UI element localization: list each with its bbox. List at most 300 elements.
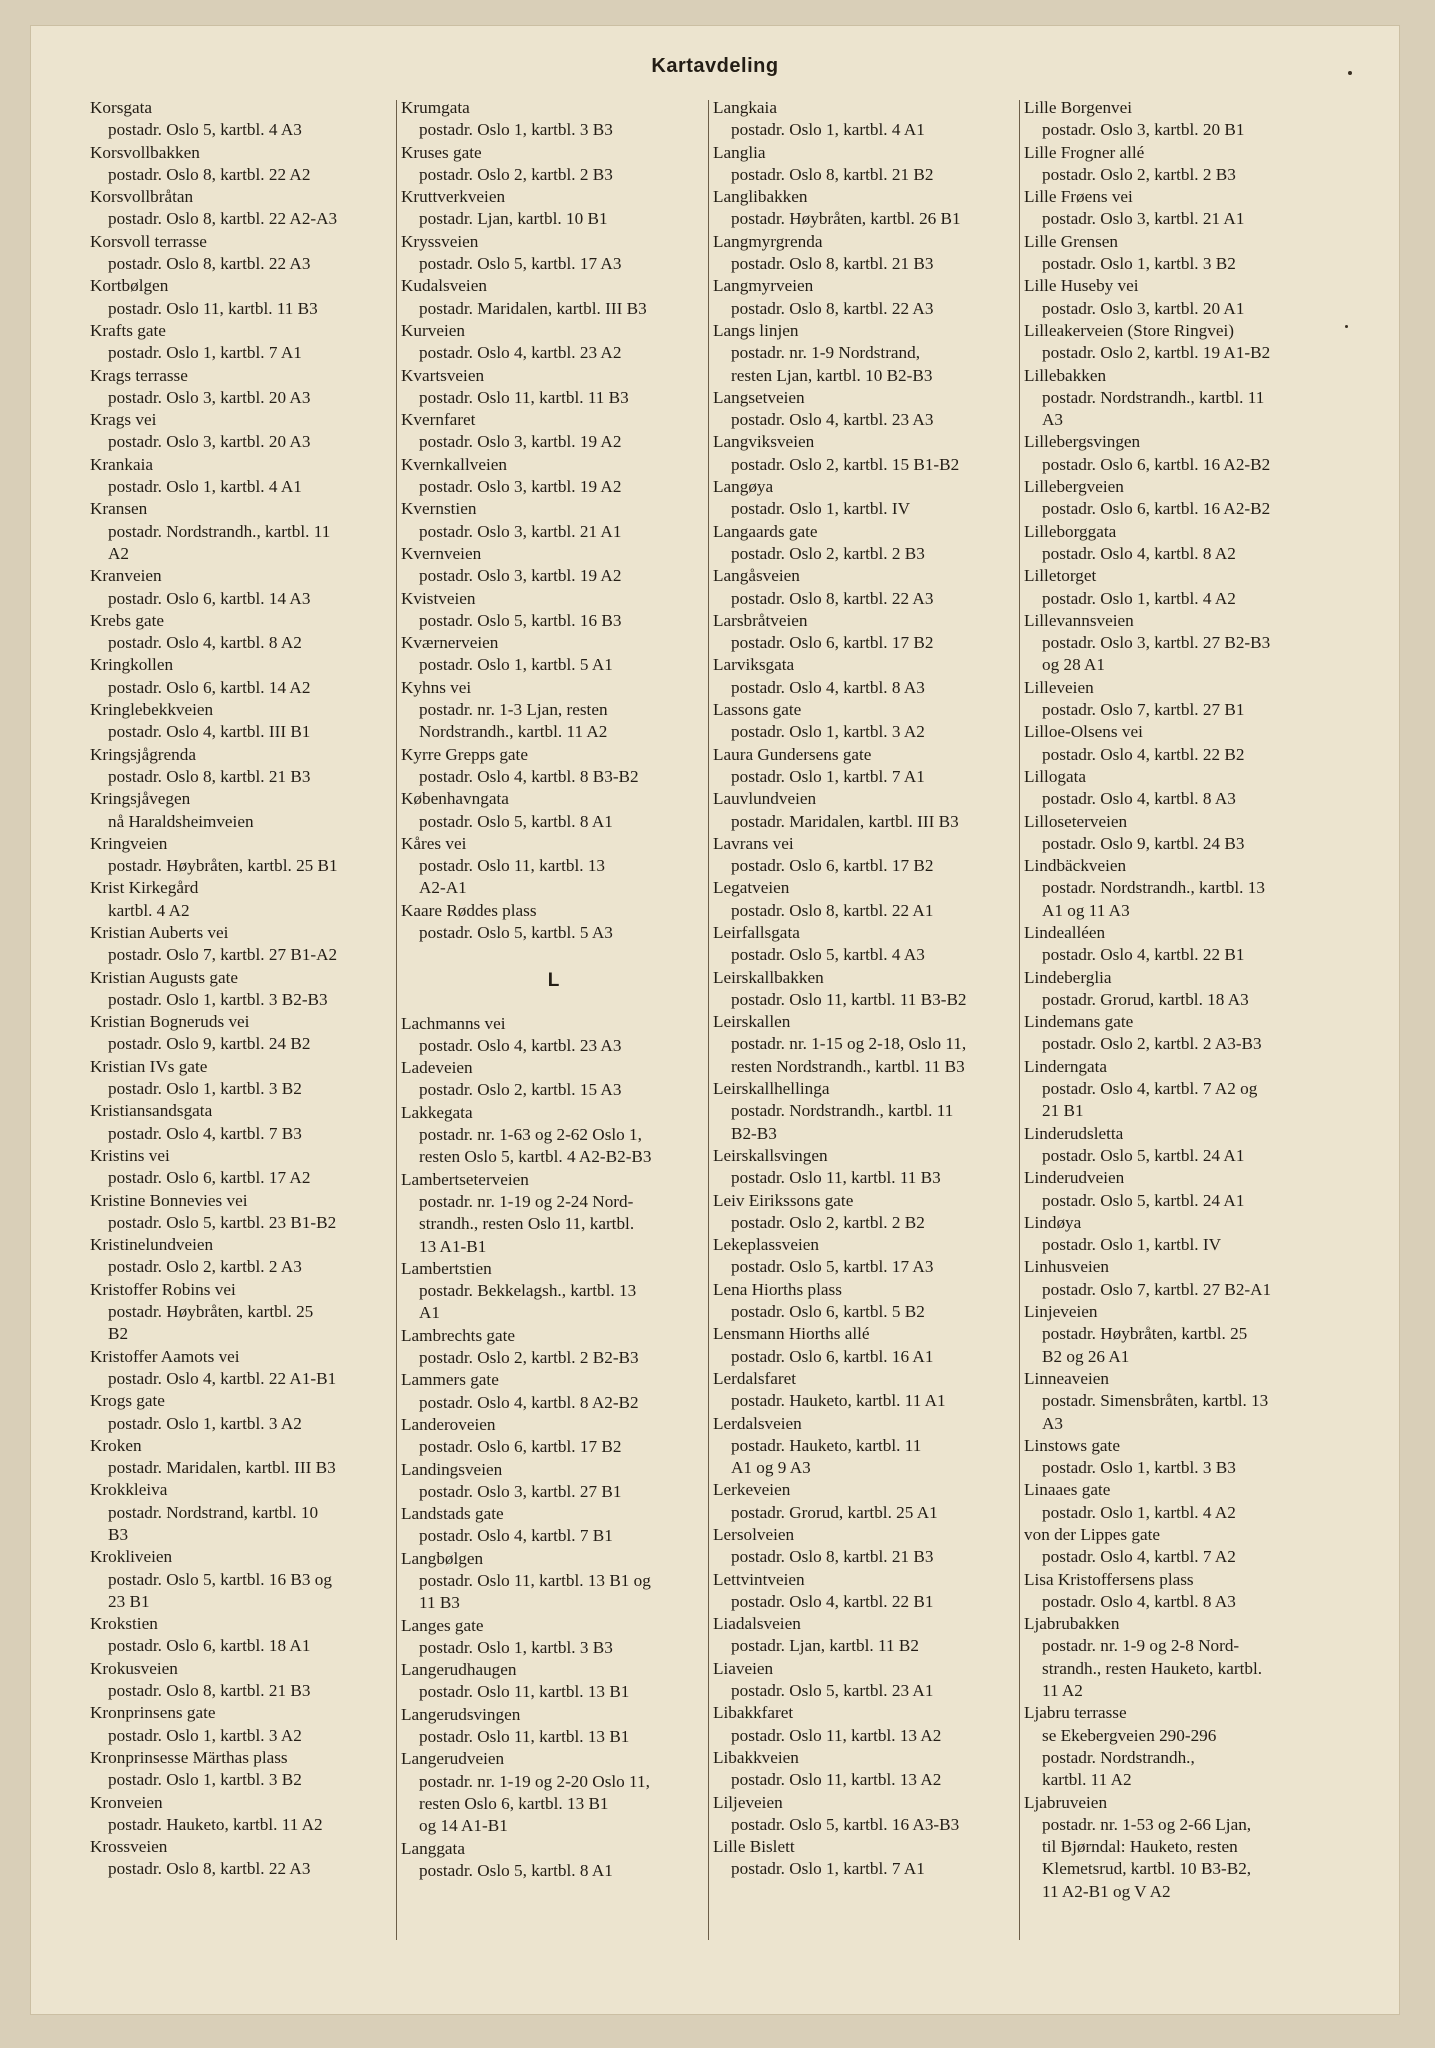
street-address-line: postadr. Oslo 11, kartbl. 13 A2 [731,1770,942,1790]
street-entry [90,1658,390,1703]
street-entry [713,431,1019,476]
street-entry [1024,1435,1342,1480]
street-name: Krankaia [90,454,153,474]
street-entry [401,1258,706,1325]
street-address-line: postadr. Oslo 9, kartbl. 24 B3 [1042,833,1245,853]
street-address-line: B2 [108,1324,129,1344]
street-entry [90,1836,390,1881]
street-entry [90,1234,390,1279]
street-address-line: postadr. nr. 1-3 Ljan, resten [419,700,608,720]
street-entry [713,186,1019,231]
street-address-line: postadr. Oslo 1, kartbl. 3 B3 [1042,1458,1236,1478]
street-entry [1024,1056,1342,1123]
street-address-line: postadr. Oslo 6, kartbl. 14 A2 [108,677,311,697]
street-name: Langlia [713,142,766,162]
street-entry [401,588,706,633]
street-address-line: postadr. Oslo 6, kartbl. 16 A2-B2 [1042,454,1271,474]
street-address-line: postadr. Høybråten, kartbl. 25 [108,1302,314,1322]
street-address-line: postadr. Oslo 8, kartbl. 22 A1 [731,900,934,920]
street-address-line: resten Ljan, kartbl. 10 B2-B3 [731,365,933,385]
street-address-line: postadr. Maridalen, kartbl. III B3 [108,1458,336,1478]
street-name: Kvistveien [401,588,476,608]
street-address-line: postadr. Oslo 3, kartbl. 21 A1 [1042,209,1245,229]
street-entry [90,610,390,655]
street-entry [90,922,390,967]
street-entry [90,788,390,833]
street-address-line: postadr. Oslo 1, kartbl. 3 B2 [1042,254,1236,274]
street-name: Korsvoll terrasse [90,231,207,251]
street-address-line: postadr. Oslo 4, kartbl. 8 A3 [1042,1591,1236,1611]
street-name: Kristiansandsgata [90,1101,213,1121]
street-name: Kringveien [90,833,168,853]
street-name: Linneaveien [1024,1368,1109,1388]
street-address-line: postadr. nr. 1-19 og 2-24 Nord- [419,1191,634,1211]
street-entry [713,833,1019,878]
street-name: Kristoffer Robins vei [90,1279,236,1299]
street-address-line: postadr. Oslo 8, kartbl. 21 B3 [731,1547,934,1567]
street-address-line: postadr. Oslo 3, kartbl. 20 A3 [108,387,311,407]
street-name: Lindeberglia [1024,967,1112,987]
street-entry [1024,320,1342,365]
street-name: Lilleborggata [1024,521,1117,541]
street-name: Langmyrveien [713,276,814,296]
street-name: Krags vei [90,410,157,430]
street-entry [90,565,390,610]
street-entry [1024,521,1342,566]
street-name: Leirskallbakken [713,967,824,987]
street-name: Langlibakken [713,187,808,207]
street-address-line: A1 og 11 A3 [1042,900,1130,920]
street-address-line: 11 A2 [1042,1681,1083,1701]
street-entry [90,409,390,454]
street-name: Langgata [401,1838,465,1858]
street-entry [90,744,390,789]
street-entry [713,387,1019,432]
street-entry [713,654,1019,699]
street-name: Linderngata [1024,1056,1108,1076]
street-entry [90,654,390,699]
street-address-line: postadr. Oslo 4, kartbl. III B1 [108,722,311,742]
street-entry [90,1479,390,1546]
street-name: Lettvintveien [713,1569,805,1589]
street-address-line: postadr. nr. 1-53 og 2-66 Ljan, [1042,1814,1252,1834]
street-entry [401,1325,706,1370]
street-address-line: postadr. Oslo 6, kartbl. 18 A1 [108,1636,311,1656]
street-name: Langs linjen [713,320,799,340]
street-address-line: A1 og 9 A3 [731,1458,811,1478]
street-entry [1024,97,1342,142]
street-name: Linderudveien [1024,1168,1125,1188]
street-name: Kvernveien [401,543,482,563]
street-address-line: A3 [1042,410,1064,430]
street-entry [401,365,706,410]
street-address-line: postadr. Oslo 5, kartbl. 16 B3 og [108,1569,332,1589]
street-name: Kvernstien [401,499,477,519]
street-name: Københavngata [401,789,509,809]
street-address-line: 11 A2-B1 og V A2 [1042,1881,1171,1901]
street-entry [401,1414,706,1459]
street-address-line: Nordstrandh., kartbl. 11 A2 [419,722,608,742]
street-address-line: Klemetsrud, kartbl. 10 B3-B2, [1042,1859,1252,1879]
street-address-line: postadr. Oslo 5, kartbl. 16 B3 [419,610,622,630]
street-entry [713,1190,1019,1235]
street-name: Kristian Augusts gate [90,967,238,987]
street-name: Krebs gate [90,610,164,630]
street-name: Kristins vei [90,1145,170,1165]
street-address-line: postadr. Oslo 5, kartbl. 4 A3 [108,120,302,140]
street-entry [713,565,1019,610]
street-name: Korsgata [90,98,153,117]
street-name: Lerdalsveien [713,1413,802,1433]
street-address-line: postadr. Oslo 2, kartbl. 2 A3 [108,1257,302,1277]
street-entry [90,320,390,365]
street-name: Lensmann Hiorths allé [713,1324,870,1344]
street-name: Lassons gate [713,700,802,720]
street-entry [401,409,706,454]
street-address-line: postadr. Oslo 4, kartbl. 22 A1-B1 [108,1368,337,1388]
street-name: Kyrre Grepps gate [401,744,528,764]
street-entry [1024,1301,1342,1368]
street-address-line: postadr. Oslo 5, kartbl. 24 A1 [1042,1145,1245,1165]
street-address-line: postadr. Oslo 3, kartbl. 21 A1 [419,521,622,541]
street-entry [1024,811,1342,856]
street-address-line: postadr. Oslo 2, kartbl. 2 B3 [731,543,925,563]
street-entry [1024,1524,1342,1569]
street-entry [401,186,706,231]
street-name: Kruses gate [401,142,482,162]
street-address-line: 21 B1 [1042,1101,1084,1121]
street-entry [713,1702,1019,1747]
street-entry [1024,275,1342,320]
street-address-line: postadr. Oslo 8, kartbl. 21 B3 [108,1681,311,1701]
street-address-line: postadr. Oslo 8, kartbl. 21 B3 [108,766,311,786]
street-address-line: postadr. Oslo 3, kartbl. 19 A2 [419,432,622,452]
street-entry [1024,721,1342,766]
street-address-line: nå Haraldsheimveien [108,811,254,831]
street-address-line: postadr. Nordstrandh., kartbl. 11 [731,1101,954,1121]
street-address-line: A2-A1 [419,878,467,898]
street-name: Linhusveien [1024,1257,1109,1277]
street-name: Lilloseterveien [1024,811,1128,831]
street-entry [90,1011,390,1056]
street-name: Langbølgen [401,1548,484,1568]
street-name: Leirskallhellinga [713,1079,830,1099]
street-address-line: postadr. Oslo 8, kartbl. 22 A3 [731,298,934,318]
street-address-line: 23 B1 [108,1591,150,1611]
street-name: Ljabrubakken [1024,1614,1120,1634]
street-entry [90,97,390,142]
street-entry [1024,766,1342,811]
street-address-line: kartbl. 11 A2 [1042,1770,1132,1790]
street-address-line: postadr. Oslo 2, kartbl. 2 B3 [419,164,613,184]
street-address-line: A3 [1042,1413,1064,1433]
street-name: Langåsveien [713,566,800,586]
street-address-line: postadr. Oslo 1, kartbl. 3 A2 [731,722,925,742]
street-address-line: postadr. Oslo 3, kartbl. 20 A3 [108,432,311,452]
street-name: Legatveien [713,878,790,898]
street-name: Landstads gate [401,1504,504,1524]
street-address-line: 11 B3 [419,1593,460,1613]
street-name: Kyhns vei [401,677,472,697]
street-name: Lille Huseby vei [1024,276,1139,296]
street-name: Libakkfaret [713,1703,794,1723]
street-entry [90,1613,390,1658]
street-name: Liadalsveien [713,1614,801,1634]
street-address-line: B3 [108,1525,129,1544]
street-address-line: postadr. Oslo 8, kartbl. 22 A2-A3 [108,209,338,229]
street-name: Korsvollbakken [90,142,200,162]
street-name: Lillebergveien [1024,477,1124,497]
street-entry [713,275,1019,320]
street-entry [1024,565,1342,610]
street-entry [713,610,1019,655]
street-name: Kristinelundveien [90,1235,214,1255]
street-name: Landingsveien [401,1459,503,1479]
street-name: Langsetveien [713,387,805,407]
street-address-line: postadr. Oslo 4, kartbl. 8 A2 [108,633,302,653]
street-name: Lillebakken [1024,365,1107,385]
street-address-line: postadr. Oslo 6, kartbl. 16 A1 [731,1346,934,1366]
street-address-line: postadr. Oslo 6, kartbl. 17 B2 [731,633,934,653]
print-speck [1345,325,1348,328]
street-name: Kristian Bogneruds vei [90,1012,250,1032]
street-entry [401,142,706,187]
street-name: Ljabru terrasse [1024,1703,1127,1723]
street-entry [90,833,390,878]
street-address-line: postadr. Oslo 6, kartbl. 17 A2 [108,1168,311,1188]
street-entry [1024,1569,1342,1614]
street-address-line: postadr. Oslo 3, kartbl. 20 B1 [1042,120,1245,140]
street-address-line: postadr. Oslo 1, kartbl. 3 A2 [108,1413,302,1433]
street-address-line: postadr. Oslo 4, kartbl. 8 B3-B2 [419,766,639,786]
street-address-line: resten Oslo 5, kartbl. 4 A2-B2-B3 [419,1147,652,1167]
street-name: Kronveien [90,1792,163,1812]
street-entry [90,498,390,565]
street-entry [713,476,1019,521]
street-name: Kaare Røddes plass [401,900,537,920]
street-address-line: kartbl. 4 A2 [108,900,190,920]
street-name: Lerdalsfaret [713,1368,797,1388]
street-address-line: strandh., resten Oslo 11, kartbl. [419,1214,635,1234]
street-address-line: postadr. Maridalen, kartbl. III B3 [731,811,959,831]
street-name: Korsvollbråtan [90,187,194,207]
street-name: von der Lippes gate [1024,1525,1161,1544]
street-address-line: postadr. Maridalen, kartbl. III B3 [419,298,647,318]
street-entry [713,744,1019,789]
street-entry [713,1524,1019,1569]
street-name: Lavrans vei [713,833,794,853]
street-entry [713,521,1019,566]
street-name: Lammers gate [401,1370,499,1390]
street-name: Kringlebekkveien [90,700,214,720]
street-name: Lille Grensen [1024,231,1119,251]
street-address-line: se Ekebergveien 290-296 [1042,1725,1217,1745]
street-address-line: B2 og 26 A1 [1042,1346,1130,1366]
street-address-line: postadr. Oslo 5, kartbl. 23 B1-B2 [108,1212,337,1232]
street-name: Lersolveien [713,1525,795,1544]
street-address-line: postadr. Oslo 1, kartbl. 3 A2 [108,1725,302,1745]
street-address-line: postadr. Høybråten, kartbl. 26 B1 [731,209,961,229]
street-name: Kringsjågrenda [90,744,196,764]
street-entry [401,1169,706,1258]
street-name: Larviksgata [713,655,795,675]
street-name: Lekeplassveien [713,1235,819,1255]
street-address-line: postadr. Oslo 1, kartbl. 3 B3 [419,1637,613,1657]
street-name: Krossveien [90,1837,168,1857]
street-entry [401,1459,706,1504]
street-address-line: postadr. Oslo 4, kartbl. 8 A2 [1042,543,1236,563]
street-address-line: postadr. Oslo 2, kartbl. 15 A3 [419,1080,622,1100]
street-address-line: postadr. Grorud, kartbl. 25 A1 [731,1502,938,1522]
street-address-line: postadr. Nordstrandh., kartbl. 11 [1042,387,1265,407]
street-entry [401,1748,706,1837]
street-entry [90,1346,390,1391]
street-name: Lena Hiorths plass [713,1279,842,1299]
street-entry [401,632,706,677]
street-address-line: postadr. Oslo 5, kartbl. 8 A1 [419,811,613,831]
street-name: Ladeveien [401,1058,473,1078]
street-address-line: A1 [419,1303,441,1323]
street-address-line: postadr. Oslo 1, kartbl. 3 B2-B3 [108,989,328,1009]
street-address-line: postadr. Oslo 2, kartbl. 2 B2-B3 [419,1348,639,1368]
street-entry [713,699,1019,744]
street-entry [1024,1368,1342,1435]
street-entry [713,1279,1019,1324]
street-name: Lerkeveien [713,1480,791,1500]
street-entry [90,1145,390,1190]
street-name: Liljeveien [713,1792,783,1812]
street-address-line: postadr. Nordstrandh., [1042,1747,1195,1767]
street-name: Lauvlundveien [713,789,817,809]
street-entry [401,1838,706,1883]
street-name: Lindemans gate [1024,1012,1134,1032]
street-address-line: postadr. Oslo 3, kartbl. 19 A2 [419,477,622,497]
street-address-line: postadr. Oslo 11, kartbl. 13 [419,856,606,876]
street-name: Lisa Kristoffersens plass [1024,1569,1194,1589]
street-entry [401,543,706,588]
street-address-line: postadr. Oslo 3, kartbl. 27 B1 [419,1481,622,1501]
street-entry [90,967,390,1012]
street-address-line: postadr. Oslo 1, kartbl. 7 A1 [731,766,925,786]
street-entry [401,320,706,365]
street-name: Lilleveien [1024,677,1094,697]
street-address-line: postadr. Oslo 1, kartbl. 3 B2 [108,1079,302,1099]
street-name: Lilloe-Olsens vei [1024,722,1143,742]
street-entry [90,1056,390,1101]
street-name: Ljabruveien [1024,1792,1108,1812]
street-entry [90,877,390,922]
street-address-line: postadr. Oslo 11, kartbl. 13 B1 [419,1727,630,1747]
street-entry [713,1479,1019,1524]
street-entry [713,967,1019,1012]
street-entry [401,677,706,744]
street-address-line: postadr. Oslo 11, kartbl. 11 B3-B2 [731,989,967,1009]
street-entry [1024,476,1342,521]
print-speck [1348,71,1352,75]
street-name: Leiv Eirikssons gate [713,1190,854,1210]
street-name: Lille Frogner allé [1024,142,1145,162]
street-entry [90,1390,390,1435]
street-address-line: postadr. Oslo 4, kartbl. 23 A2 [419,343,622,363]
street-entry [1024,142,1342,187]
street-address-line: postadr. Oslo 1, kartbl. 3 B3 [419,120,613,140]
street-address-line: postadr. nr. 1-9 Nordstrand, [731,343,921,363]
street-address-line: postadr. Oslo 4, kartbl. 8 A3 [731,677,925,697]
street-entry [1024,677,1342,722]
street-name: Kudalsveien [401,276,487,296]
street-name: Kruttverkveien [401,187,506,207]
street-entry [401,97,706,142]
street-name: Kristine Bonnevies vei [90,1190,248,1210]
street-address-line: resten Nordstrandh., kartbl. 11 B3 [731,1056,965,1076]
street-address-line: postadr. Oslo 1, kartbl. 3 B2 [108,1770,302,1790]
street-address-line: postadr. Oslo 2, kartbl. 19 A1-B2 [1042,343,1271,363]
street-name: Kværnerveien [401,633,499,653]
street-address-line: postadr. Oslo 4, kartbl. 22 B1 [1042,945,1245,965]
street-name: Lambertseterveien [401,1169,529,1189]
street-entry [1024,1479,1342,1524]
street-address-line: postadr. Ljan, kartbl. 11 B2 [731,1636,919,1656]
street-entry [1024,855,1342,922]
street-address-line: postadr. Oslo 4, kartbl. 7 B3 [108,1123,302,1143]
street-entry [401,1503,706,1548]
street-entry [1024,922,1342,967]
street-entry [90,275,390,320]
street-address-line: og 28 A1 [1042,655,1106,675]
street-address-line: postadr. Oslo 5, kartbl. 17 A3 [419,254,622,274]
column-divider [396,100,397,1940]
street-name: Laura Gundersens gate [713,744,872,764]
street-address-line: postadr. Oslo 5, kartbl. 5 A3 [419,922,613,942]
street-address-line: postadr. Oslo 8, kartbl. 22 A2 [108,164,311,184]
street-name: Lille Borgenvei [1024,98,1133,117]
street-entry [713,877,1019,922]
street-entry [401,900,706,945]
street-entry [90,1546,390,1613]
street-address-line: postadr. Oslo 5, kartbl. 23 A1 [731,1681,934,1701]
street-entry [1024,1613,1342,1702]
street-address-line: postadr. Oslo 5, kartbl. 24 A1 [1042,1190,1245,1210]
street-name: Lindøya [1024,1212,1082,1232]
street-entry [90,186,390,231]
street-address-line: B2-B3 [731,1123,777,1143]
street-address-line: postadr. Oslo 5, kartbl. 17 A3 [731,1257,934,1277]
section-letter-heading: L [547,970,560,992]
street-address-line: postadr. Oslo 3, kartbl. 20 A1 [1042,298,1245,318]
street-name: Krist Kirkegård [90,878,199,898]
street-name: Linstows gate [1024,1435,1120,1455]
column-divider [1019,100,1020,1940]
street-name: Lilletorget [1024,566,1097,586]
street-address-line: postadr. Oslo 3, kartbl. 19 A2 [419,566,622,586]
street-address-line: postadr. Oslo 7, kartbl. 27 B2-A1 [1042,1279,1272,1299]
street-address-line: postadr. Oslo 5, kartbl. 4 A3 [731,945,925,965]
street-entry [90,1792,390,1837]
street-entry [713,1658,1019,1703]
street-address-line: postadr. Oslo 1, kartbl. 4 A2 [1042,588,1236,608]
street-address-line: postadr. Oslo 11, kartbl. 11 B3 [419,387,629,407]
street-name: Lachmanns vei [401,1013,506,1033]
street-address-line: postadr. Simensbråten, kartbl. 13 [1042,1391,1269,1411]
street-entry [1024,365,1342,432]
street-name: Kranveien [90,566,162,586]
index-column-2 [401,97,706,1882]
street-name: Lindealléen [1024,922,1106,942]
street-address-line: postadr. Oslo 6, kartbl. 5 B2 [731,1302,925,1322]
street-entry [713,1011,1019,1078]
street-entry [713,1836,1019,1881]
street-name: Kroken [90,1435,142,1455]
